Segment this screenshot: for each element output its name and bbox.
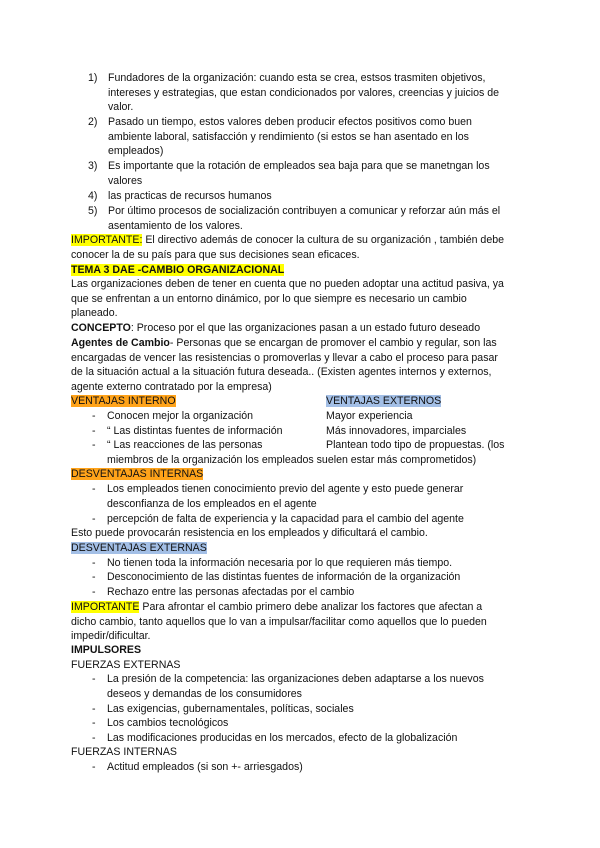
- ventajas-interno-title: VENTAJAS INTERNO: [71, 395, 176, 407]
- paragraph-line: encargadas de vencer las resistencias o promoverlas y llevar a cabo el proceso para pasar: [71, 351, 498, 364]
- desventajas-after-line: Esto puede provocarán resistencia en los empleados y dificultará el cambio.: [71, 527, 428, 539]
- fuerzas-internas-heading: FUERZAS INTERNAS: [71, 746, 177, 758]
- list-text-line: las practicas de recursos humanos: [108, 190, 272, 202]
- fuerzas-externas-item: Las exigencias, gubernamentales, políticas, sociales: [107, 703, 354, 715]
- agentes-text: - Personas que se encargan de promover el cambio y regular, son las: [169, 337, 497, 349]
- bullet-dash: -: [92, 586, 96, 598]
- concepto-label: CONCEPTO: [71, 322, 131, 334]
- bullet-dash: -: [92, 410, 96, 422]
- ventajas-interno-item: Conocen mejor la organización: [107, 410, 254, 422]
- fuerzas-internas-item: Actitud empleados (si son +- arriesgados): [107, 761, 303, 773]
- desventajas-externas-header: [71, 541, 531, 556]
- item-line: percepción de falta de experiencia y la capacidad para el cambio del agente: [107, 513, 464, 525]
- list-text-line: Por último procesos de socialización contribuyen a comunicar y reforzar aún más el: [108, 205, 501, 217]
- bullet-dash: -: [92, 483, 96, 495]
- ventajas-externos-header: [326, 394, 441, 409]
- list-number: 3): [88, 160, 98, 172]
- importante-label: IMPORTANTE: [71, 601, 140, 613]
- bullet-dash: -: [92, 703, 96, 715]
- paragraph-line: Las organizaciones deben de tener en cuenta que no pueden adoptar una actitud pasiva, ya: [71, 278, 504, 290]
- ventajas-wrap-line: miembros de la organización los empleados suelen estar más comprometidos): [107, 454, 477, 466]
- paragraph-line: planeado.: [71, 307, 118, 320]
- ventajas-externos-item: Mayor experiencia: [326, 410, 413, 422]
- desventajas-internas-item: [107, 512, 527, 527]
- concepto-text: : Proceso por el que las organizaciones pasan a un estado futuro deseado: [130, 322, 481, 334]
- list-text-line: valor.: [108, 101, 134, 114]
- paragraph-line: de la situación actual a la situación futura deseada.. (Existen agentes internos y externos,: [71, 366, 492, 379]
- ventajas-externos-title: VENTAJAS EXTERNOS: [326, 395, 442, 407]
- ventajas-interno-header: [71, 394, 531, 409]
- desventajas-externas-item: Rechazo entre las personas afectadas por el cambio: [107, 586, 355, 598]
- desventajas-internas-item: [107, 482, 527, 511]
- concepto-paragraph: [71, 321, 531, 336]
- ventajas-interno-item: “ Las reacciones de las personas: [107, 439, 263, 451]
- ventajas-externos-item: Plantean todo tipo de propuestas. (los: [326, 439, 505, 451]
- item-line: La presión de la competencia: las organizaciones deben adaptarse a los nuevos: [107, 673, 484, 685]
- list-text-line: Es importante que la rotación de empleados sea baja para que se manetngan los: [108, 160, 490, 172]
- list-number: 4): [88, 190, 98, 202]
- list-text-line: asentamiento de los valores.: [108, 219, 243, 232]
- list-text-line: empleados): [108, 145, 164, 158]
- desventajas-internas-header: [71, 467, 531, 482]
- agentes-paragraph: [71, 336, 531, 394]
- bullet-dash: -: [92, 761, 96, 773]
- fuerzas-externas-item: Los cambios tecnológicos: [107, 717, 229, 729]
- bullet-dash: -: [92, 673, 96, 685]
- bullet-dash: -: [92, 425, 96, 437]
- list-number: 5): [88, 205, 98, 217]
- impulsores-heading: IMPULSORES: [71, 644, 142, 656]
- desventajas-externas-item: Desconocimiento de las distintas fuentes de información de la organización: [107, 571, 461, 583]
- bullet-dash: -: [92, 513, 96, 525]
- fuerzas-externas-item: [107, 672, 527, 701]
- importante-paragraph: [71, 600, 531, 644]
- item-line: desconfianza de los empleados en el agente: [107, 497, 317, 510]
- fuerzas-externas-item: Las modificaciones producidas en los mercados, efecto de la globalización: [107, 732, 458, 744]
- list-text-line: ambiente laboral, satisfacción y rendimiento (si estos se han asentado en los: [108, 130, 469, 143]
- list-text-line: Pasado un tiempo, estos valores deben producir efectos positivos como buen: [108, 116, 472, 128]
- importante-text: El directivo además de conocer la cultura de su organización , también debe: [142, 234, 504, 246]
- bullet-dash: -: [92, 571, 96, 583]
- list-text-line: valores: [108, 174, 143, 187]
- desventajas-externas-item: No tienen toda la información necesaria por lo que requieren más tiempo.: [107, 557, 453, 569]
- desventajas-externas-title: DESVENTAJAS EXTERNAS: [71, 542, 207, 554]
- intro-paragraph: [71, 277, 531, 321]
- item-line: Los empleados tienen conocimiento previo del agente y esto puede generar: [107, 483, 464, 495]
- paragraph-line: agente externo contratado por la empresa): [71, 380, 272, 393]
- fuerzas-externas-heading: FUERZAS EXTERNAS: [71, 659, 181, 671]
- paragraph-line: dicho cambio, tanto aquellos que lo van a impulsar/facilitar como aquellos que lo pueden: [71, 615, 487, 628]
- tema-title: TEMA 3 DAE -CAMBIO ORGANIZACIONAL: [71, 264, 285, 276]
- importante-text-line: conocer la de su país para que sus decisiones sean eficaces.: [71, 248, 360, 261]
- bullet-dash: -: [92, 557, 96, 569]
- bullet-dash: -: [92, 439, 96, 451]
- list-number: 2): [88, 116, 98, 128]
- agentes-label: Agentes de Cambio: [71, 337, 170, 349]
- importante-text: Para afrontar el cambio primero debe analizar los factores que afectan a: [139, 601, 483, 613]
- importante-label: IMPORTANTE:: [71, 234, 143, 246]
- bullet-dash: -: [92, 732, 96, 744]
- item-line: deseos y demandas de los consumidores: [107, 687, 302, 700]
- bullet-dash: -: [92, 717, 96, 729]
- list-text-line: intereses y estrategias, que estan condicionados por valores, creencias y juicios de: [108, 86, 500, 99]
- ventajas-interno-item: “ Las distintas fuentes de información: [107, 425, 283, 437]
- list-number: 1): [88, 72, 98, 84]
- ventajas-externos-item: Más innovadores, imparciales: [326, 425, 467, 437]
- paragraph-line: que se enfrentan a un entorno dinámico, por lo que siempre es necesario un cambio: [71, 292, 467, 305]
- section-heading: [71, 263, 531, 278]
- desventajas-internas-title: DESVENTAJAS INTERNAS: [71, 468, 204, 480]
- list-text-line: Fundadores de la organización: cuando esta se crea, estsos trasmiten objetivos,: [108, 72, 486, 84]
- importante-paragraph: [71, 233, 531, 262]
- paragraph-line: impedir/dificultar.: [71, 630, 151, 643]
